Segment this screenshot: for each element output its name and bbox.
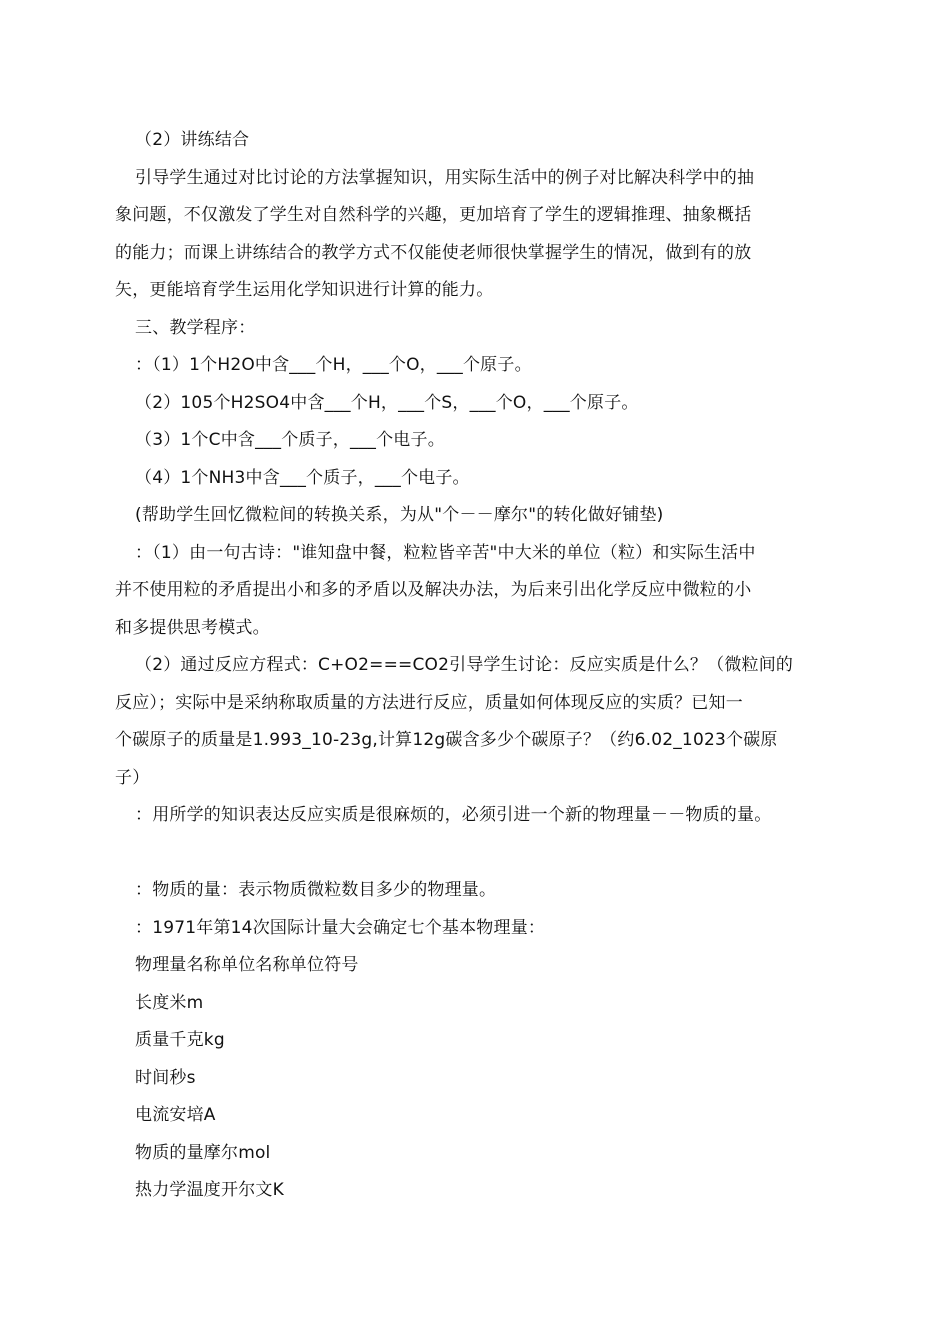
table-row-line: 时间秒s: [135, 1067, 196, 1088]
exercise-line: （3）1个C中含___个质子，___个电子。: [135, 430, 445, 450]
table-header-line: 物理量名称单位名称单位符号: [135, 955, 359, 975]
paragraph-line: 和多提供思考模式。: [115, 617, 270, 638]
paragraph-line: 象问题，不仅激发了学生对自然科学的兴趣，更加培育了学生的逻辑推理、抽象概括: [115, 205, 752, 225]
paragraph-line: 子）: [115, 767, 150, 788]
paragraph-line: 矢，更能培育学生运用化学知识进行计算的能力。: [115, 280, 494, 300]
table-row-line: 物质的量摩尔mol: [135, 1142, 271, 1163]
table-row-line: 热力学温度开尔文K: [135, 1180, 284, 1200]
exercise-line: （2）105个H2SO4中含___个H，___个S，___个O，___个原子。: [135, 392, 639, 413]
paragraph-line: 的能力；而课上讲练结合的教学方式不仅能使老师很快掌握学生的情况，做到有的放: [115, 242, 752, 263]
exercise-line: ：（1）1个H2O中含___个H，___个O，___个原子。: [135, 355, 532, 375]
paragraph-line: （2）通过反应方程式：C+O2===CO2引导学生讨论：反应实质是什么？（微粒间的: [135, 655, 794, 675]
paragraph-line: 个碳原子的质量是1.993_10-23g,计算12g碳含多少个碳原子？（约6.02_1023个碳原: [115, 730, 778, 750]
table-row-line: 电流安培A: [135, 1105, 216, 1125]
blank-line: [115, 835, 850, 873]
paragraph-line: 引导学生通过对比讨论的方法掌握知识，用实际生活中的例子对比解决科学中的抽: [135, 167, 755, 188]
paragraph-line: 反应）；实际中是采纳称取质量的方法进行反应，质量如何体现反应的实质？已知一: [115, 692, 743, 713]
exercise-line: （4）1个NH3中含___个质子，___个电子。: [135, 467, 470, 488]
definition-line: ：物质的量：表示物质微粒数目多少的物理量。: [135, 880, 497, 900]
paragraph-line: 并不使用粒的矛盾提出小和多的矛盾以及解决办法，为后来引出化学反应中微粒的小: [115, 580, 752, 600]
paragraph-line: ：（1）由一句古诗："谁知盘中餐，粒粒皆辛苦"中大米的单位（粒）和实际生活中: [135, 542, 756, 563]
note-line: (帮助学生回忆微粒间的转换关系，为从"个－－摩尔"的转化做好铺垫): [135, 505, 664, 525]
paragraph-line: ：用所学的知识表达反应实质是很麻烦的，必须引进一个新的物理量－－物质的量。: [135, 805, 772, 825]
table-row-line: 质量千克kg: [135, 1030, 225, 1050]
table-row-line: 长度米m: [135, 992, 204, 1013]
section-heading-practice: （2）讲练结合: [135, 130, 250, 150]
section-heading-procedure: 三、教学程序：: [135, 317, 256, 338]
definition-line: ：1971年第14次国际计量大会确定七个基本物理量：: [135, 917, 546, 938]
document-body: [115, 122, 850, 1210]
